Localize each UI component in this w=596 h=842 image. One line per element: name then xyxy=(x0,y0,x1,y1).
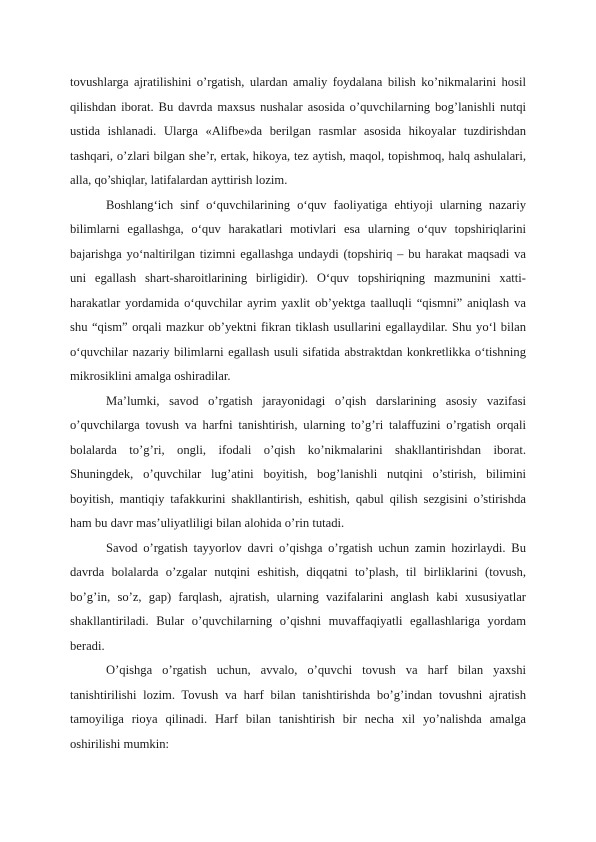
paragraph-5: O’qishga o’rgatish uchun, avvalo, o’quvchi tovush va harf bilan yaxshi tanishtirilishi lozim. Tovush va harf bilan tanishtirishda bo’g’indan tovushni ajratish tamoyiliga rioya qilinadi. Harf bilan tanishtirish bir necha xil yo’nalishda amalga oshirilishi mumkin: xyxy=(70,663,526,751)
paragraph-2: Boshlang‘ich sinf o‘quvchilarining o‘quv faoliyatiga ehtiyoji ularning nazariy bilimlarni egallashga, o‘quv harakatlari motivlari esa ularning o‘quv topshiriqlarini bajarishga yo‘naltirilgan tizimni egallashga undaydi (topshiriq – bu harakat maqsadi va uni egallash shart-sharoitlarining birligidir). O‘quv topshiriqning mazmunini xatti- harakatlar yordamida o‘quvchilar ayrim yaxlit ob’yektga taalluqli “qismni” aniqlash va shu “qism” orqali mazkur ob’yektni fikran tiklash usullarini egallaydilar. Shu yo‘l bilan o‘quvchilar nazariy bilimlarni egallash usuli sifatida abstraktdan konkretlikka o‘tishning mikrosiklini amalga oshiradilar. xyxy=(70,197,526,383)
paragraph-4: Savod o’rgatish tayyorlov davri o’qishga o’rgatish uchun zamin hozirlaydi. Bu davrda bolalarda o’zgalar nutqini eshitish, diqqatni to’plash, til birliklarini (tovush, bo’g’in, so’z, gap) farqlash, ajratish, ularning vazifalarini anglash kabi xususiyatlar shakllantiriladi. Bular o’quvchilarning o’qishni muvaffaqiyatli egallashlariga yordam beradi. xyxy=(70,540,526,653)
paragraph-1: tovushlarga ajratilishini o’rgatish, ulardan amaliy foydalana bilish ko’nikmalarini hosil qilishdan iborat. Bu davrda maxsus nushalar asosida o’quvchilarning bog’lanishli nutqi ustida ishlanadi. Ularga «Alifbe»da berilgan rasmlar asosida hikoyalar tuzdirishdan tashqari, o’zlari bilgan she’r, ertak, hikoya, tez aytish, maqol, topishmoq, halq ashulalari, alla, qo’shiqlar, latifalardan ayttirish lozim. xyxy=(70,75,526,187)
document-page xyxy=(70,70,526,756)
paragraph-3: Ma’lumki, savod o’rgatish jarayonidagi o’qish darslarining asosiy vazifasi o’quvchilarga tovush va harfni tanishtirish, ularning to’g’ri talaffuzini o’rgatish orqali bolalarda to’g’ri, ongli, ifodali o’qish ko’nikmalarini shakllantirishdan iborat. Shuningdek, o’quvchilar lug’atini boyitish, bog’lanishli nutqini o’stirish, bilimini boyitish, mantiqiy tafakkurini shakllantirish, eshitish, qabul qilish sezgisini o’stirishda ham bu davr mas’uliyatliligi bilan alohida o’rin tutadi. xyxy=(70,393,526,530)
